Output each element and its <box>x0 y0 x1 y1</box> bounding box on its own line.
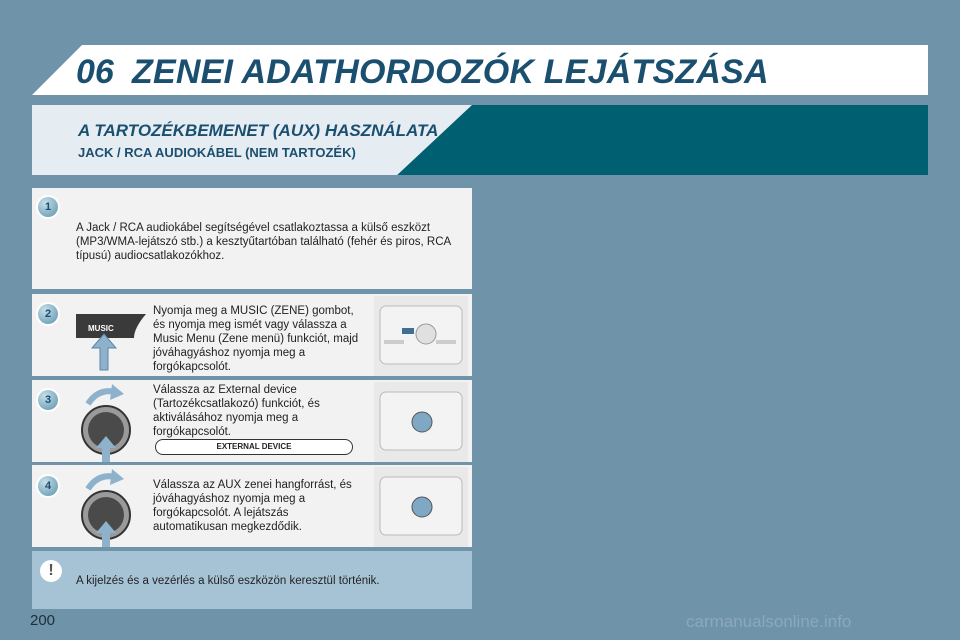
page-title: ZENEI ADATHORDOZÓK LEJÁTSZÁSA <box>132 53 769 91</box>
music-button-label: MUSIC <box>88 324 114 333</box>
step-4-badge: 4 <box>38 476 58 496</box>
note-text: A kijelzés és a vezérlés a külső eszközön keresztül történik. <box>76 575 380 587</box>
section-title: A TARTOZÉKBEMENET (AUX) HASZNÁLATA <box>78 121 439 140</box>
step-2-text: Nyomja meg a MUSIC (ZENE) gombot, és nyomja meg ismét vagy válassza a Music Menu (Zene menü) funkciót, majd jóváhagyáshoz nyomja meg a forgókapcsolót. <box>153 305 359 373</box>
section-subtitle: JACK / RCA AUDIOKÁBEL (NEM TARTOZÉK) <box>78 145 356 160</box>
step-3-text: Válassza az External device (Tartozékcsatlakozó) funkciót, és aktiválásához nyomja meg a forgókapcsolót. <box>153 384 320 438</box>
page-number: 200 <box>30 612 56 629</box>
step-1-text: A Jack / RCA audiokábel segítségével csatlakoztassa a külső eszközt (MP3/WMA-lejátszó stb.) a kesztyűtartóban található (fehér és piros, RCA típusú) audiocsatlakozókhoz. <box>76 222 451 262</box>
rotary-knob-icon <box>76 382 136 462</box>
warning-icon: ! <box>40 560 62 582</box>
radio-unit-image <box>374 467 468 547</box>
step-4-text: Válassza az AUX zenei hangforrást, és jóváhagyáshoz nyomja meg a forgókapcsolót. A lejátszás automatikusan megkezdődik. <box>153 479 352 533</box>
rotary-knob-icon <box>76 467 136 547</box>
step-2-badge: 2 <box>38 304 58 324</box>
watermark: carmanualsonline.info <box>686 612 852 631</box>
step-3-badge: 3 <box>38 390 58 410</box>
radio-unit-image <box>374 296 468 376</box>
step-1-badge: 1 <box>38 197 58 217</box>
radio-unit-image <box>374 382 468 462</box>
music-button-icon <box>74 306 148 372</box>
external-device-label: EXTERNAL DEVICE <box>155 439 353 455</box>
chapter-number: 06 <box>76 53 114 91</box>
